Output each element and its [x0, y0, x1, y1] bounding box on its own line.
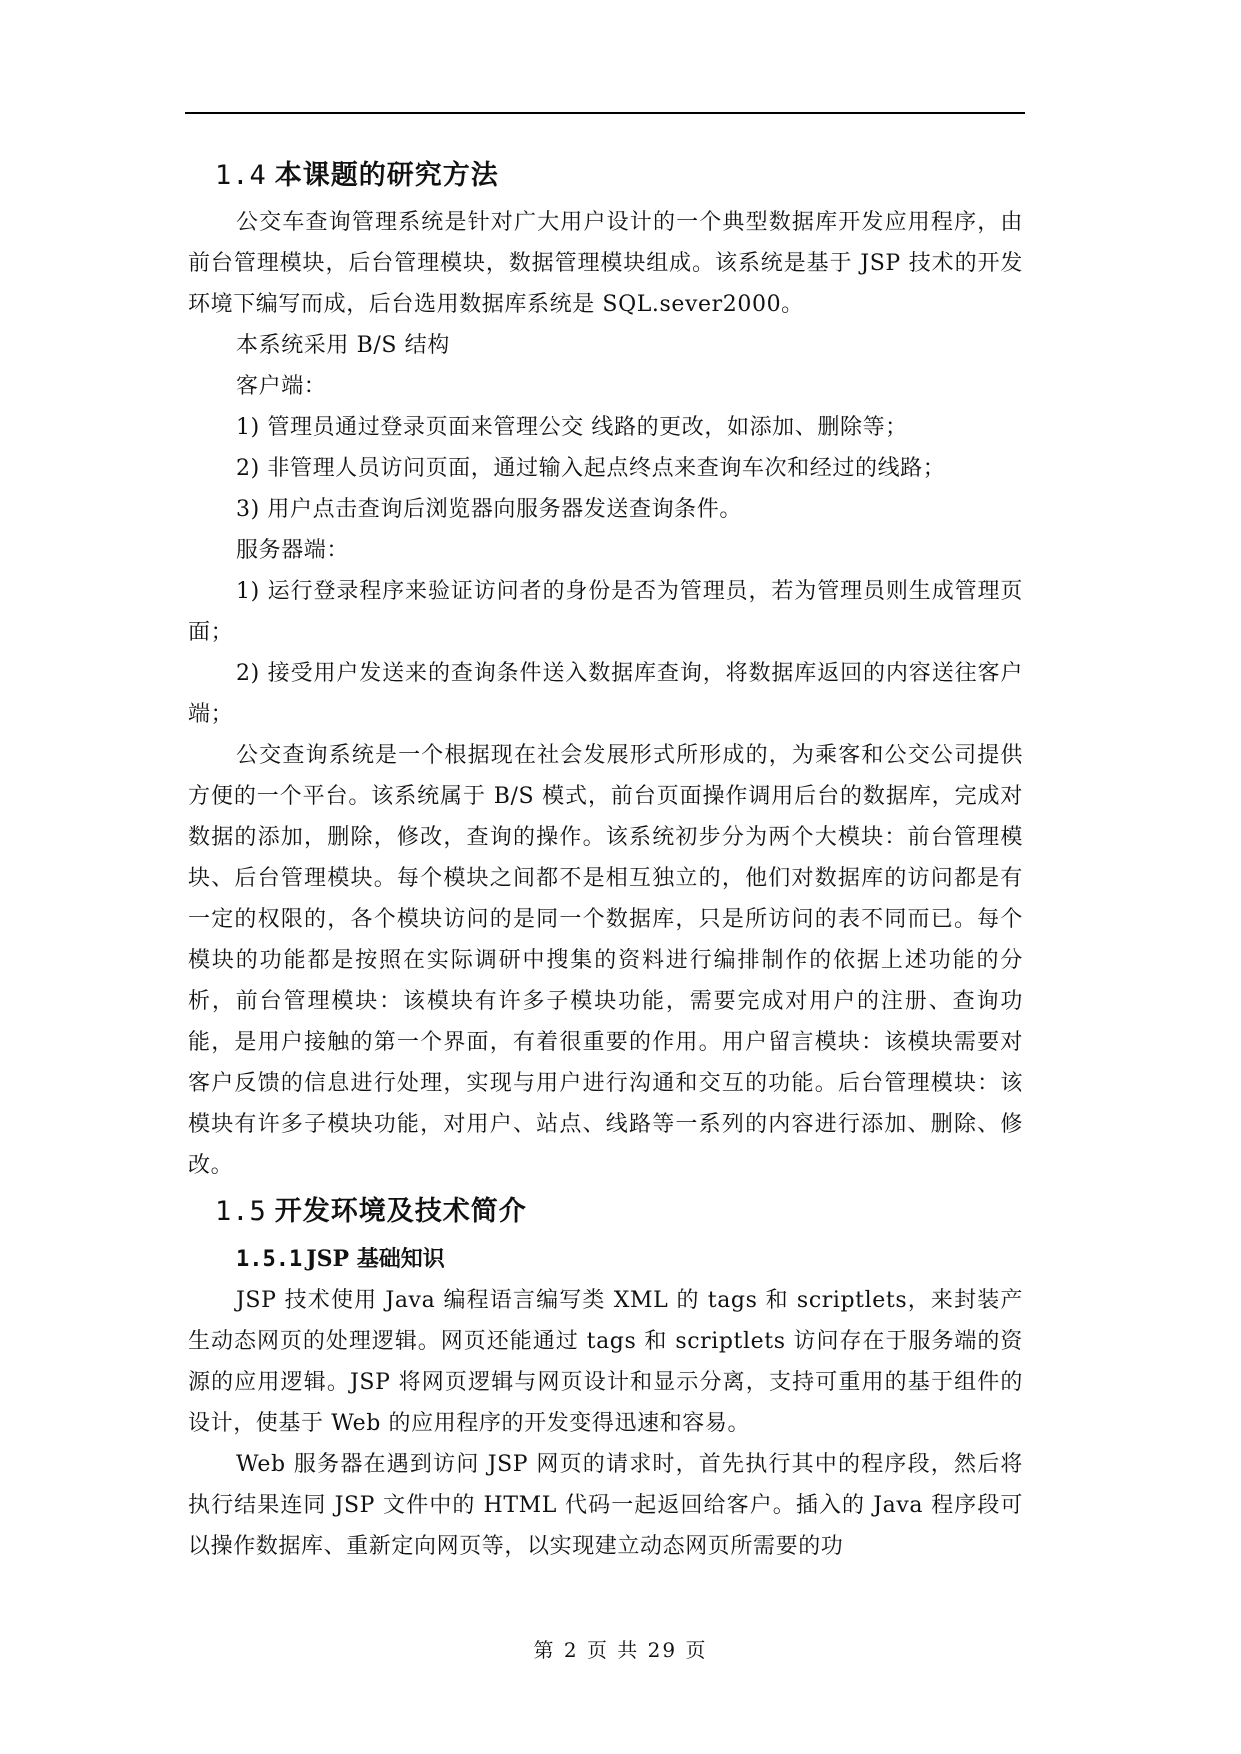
section-number: 1.5 [215, 1196, 267, 1227]
header-rule [185, 112, 1025, 114]
paragraph-system-overview: 公交查询系统是一个根据现在社会发展形式所形成的，为乘客和公交公司提供方便的一个平台。该系统属于 B/S 模式，前台页面操作调用后台的数据库，完成对数据的添加，删除，修改，查询的操作。该系统初步分为两个大模块：前台管理模块、后台管理模块。每个模块之间都不是相互独立的，他们对数据库的访问都是有一定的权限的，各个模块访问的是同一个数据库，只是所访问的表不同而已。每个模块的功能都是按照在实际调研中搜集的资料进行编排制作的依据上述功能的分析，前台管理模块：该模块有许多子模块功能，需要完成对用户的注册、查询功能，是用户接触的第一个界面，有着很重要的作用。用户留言模块：该模块需要对客户反馈的信息进行处理，实现与用户进行沟通和交互的功能。后台管理模块：该模块有许多子模块功能，对用户、站点、线路等一系列的内容进行添加、删除、修改。 [188, 743, 1023, 1178]
server-label: 服务器端： [236, 538, 350, 563]
server-item: 1) 运行登录程序来验证访问者的身份是否为管理员，若为管理员则生成管理页面； [188, 579, 1023, 645]
client-label: 客户端： [236, 374, 327, 399]
subsection-heading-1-5-1 [236, 1238, 1023, 1280]
paragraph-jsp-server: Web 服务器在遇到访问 JSP 网页的请求时，首先执行其中的程序段，然后将执行结果连同 JSP 文件中的 HTML 代码一起返回给客户。插入的 Java 程序段可以操作数据库、重新定向网页等，以实现建立动态网页所需要的功 [188, 1452, 1023, 1559]
client-item: 1) 管理员通过登录页面来管理公交 线路的更改，如添加、删除等； [236, 415, 908, 440]
section-heading-1-5 [215, 1186, 1023, 1238]
client-item: 2) 非管理人员访问页面，通过输入起点终点来查询车次和经过的线路； [236, 456, 946, 481]
paragraph-jsp-intro: JSP 技术使用 Java 编程语言编写类 XML 的 tags 和 scriptlets，来封装产生动态网页的处理逻辑。网页还能通过 tags 和 scriptlets 访问存在于服务端的资源的应用逻辑。JSP 将网页逻辑与网页设计和显示分离，支持可重用的基于组件的设计，使基于 Web 的应用程序的开发变得迅速和容易。 [188, 1288, 1023, 1436]
section-heading-1-4 [215, 150, 1023, 202]
subsection-number: 1.5.1 [236, 1247, 303, 1272]
bs-structure-line: 本系统采用 B/S 结构 [236, 333, 450, 358]
subsection-title: JSP 基础知识 [306, 1246, 445, 1272]
paragraph-intro: 公交车查询管理系统是针对广大用户设计的一个典型数据库开发应用程序，由前台管理模块，后台管理模块，数据管理模块组成。该系统是基于 JSP 技术的开发环境下编写而成，后台选用数据库系统是 SQL.sever2000。 [188, 210, 1023, 317]
client-item: 3) 用户点击查询后浏览器向服务器发送查询条件。 [236, 497, 742, 522]
section-title: 开发环境及技术简介 [274, 1196, 527, 1227]
page-footer: 第 2 页 共 29 页 [533, 1638, 708, 1662]
page-body [188, 150, 1023, 1567]
section-number: 1.4 [215, 160, 267, 191]
section-title: 本课题的研究方法 [274, 160, 499, 191]
server-item: 2) 接受用户发送来的查询条件送入数据库查询，将数据库返回的内容送往客户端； [188, 661, 1023, 727]
